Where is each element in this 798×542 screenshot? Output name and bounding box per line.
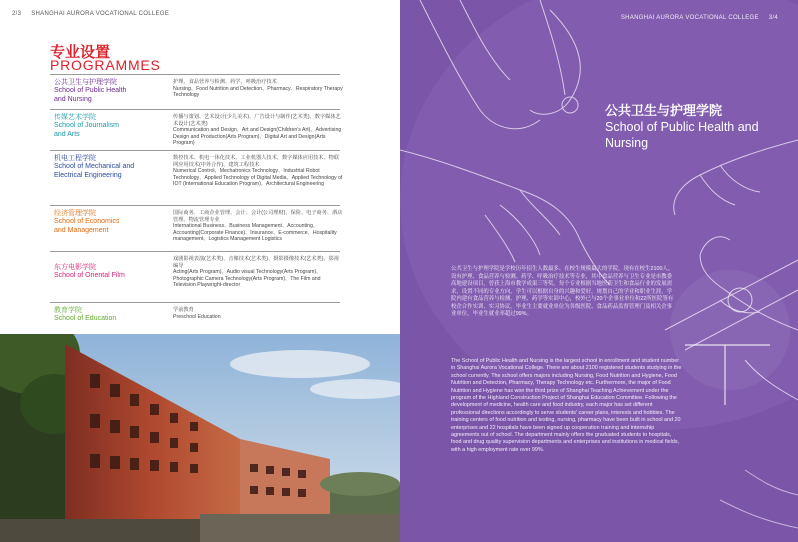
school-name-cn: 传媒艺术学院	[54, 114, 96, 121]
school-name-cn: 东方电影学院	[54, 264, 96, 271]
school-name	[54, 306, 166, 324]
school-majors	[173, 79, 343, 99]
programmes-title-cn: 专业设置	[50, 44, 111, 61]
school-name-en: School of Journalism and Arts	[54, 122, 119, 138]
majors-en: Numerical Control、Mechatronics Technology、Industrial Robot Technology、Applied Technology of Digital Media、Applied Technology of IOT (International Education Program)、Architectural Engineering	[173, 168, 343, 188]
left-college-name: SHANGHAI AURORA VOCATIONAL COLLEGE	[31, 11, 170, 17]
programmes-list	[50, 74, 343, 333]
programmes-title-en: PROGRAMMES	[50, 57, 161, 73]
left-page-header	[12, 11, 169, 17]
school-name-en: School of Mechanical and Electrical Engineering	[54, 163, 135, 179]
programme-row-mechanical	[50, 150, 343, 205]
school-title-cn: 公共卫生与护理学院	[605, 103, 723, 118]
programme-row-nursing	[50, 74, 343, 109]
school-name-cn: 机电工程学院	[54, 155, 96, 162]
school-name-en: School of Economics and Management	[54, 218, 120, 234]
left-page-number: 2/3	[12, 11, 22, 17]
school-name-cn: 教育学院	[54, 307, 82, 314]
campus-photo-illustration	[0, 334, 400, 542]
majors-cn: 国际商务、工商企业管理、会计、会计(公司理财)、保险、电子商务、酒店管理、物流管理专业	[173, 210, 343, 223]
majors-en: Acting(Arts Program)、Audio visual Technology(Arts Program)、Photographic Camera Technology(Arts Program)、The Film and Television Playwright-director	[173, 269, 322, 289]
programme-row-economics	[50, 205, 343, 251]
school-name	[54, 113, 166, 139]
majors-en: Preschool Education	[173, 313, 221, 320]
right-page-number: 3/4	[768, 15, 778, 21]
programme-row-education	[50, 302, 340, 333]
majors-cn: 戏剧影视表演(艺术类)、音像技术(艺术类)、摄影摄像技术(艺术类)、影视编导	[173, 256, 339, 269]
majors-cn: 数控技术、机电一体化技术、工业机器人技术、数字媒体应用技术、物联网应用技术(中外合作)、建筑工程技术	[173, 155, 340, 168]
majors-en: Nursing、Food Nutrition and Detection、Pharmacy、Respiratory Therapy Technology	[173, 85, 343, 99]
school-description-cn: 公共卫生与护理学院是学校历年招生人数最多、在校生规模最大的学院，现有在校生2100人。设有护理、食品营养与检测、药学、呼吸治疗技术等专业，其中食品营养与卫生专业是市教委高地建设项目，曾获上海市教学成果三等奖。每个专业根据当地医药卫生和食品行业的发展需求，设置不同的专业方向，学生可以根据自身的兴趣和爱好，规划自己的学业和职业生涯。学院内建有食品营养与检测、护理、药学等实训中心，校外已与20个企事业单位和22所医院签有校企合作实训、实习协议。毕业生主要就业单位为各级医院、食品药品监督管理门及相关企事业单位，毕业生就业率超过99%。	[451, 266, 674, 317]
school-majors	[173, 256, 343, 289]
majors-en: International Business、Business Management、Accounting、Accounting(Corporate Finance)、Insurance、E-commerce、Hospitality management、Logistics Management Logistics	[173, 223, 337, 243]
school-name-en: School of Education	[54, 315, 117, 322]
campus-photo	[0, 334, 400, 542]
majors-cn: 学前教育	[173, 307, 194, 313]
programme-row-journalism	[50, 109, 340, 150]
right-page	[400, 0, 798, 542]
school-majors	[173, 114, 343, 147]
right-college-name: SHANGHAI AURORA VOCATIONAL COLLEGE	[620, 15, 759, 21]
school-majors	[173, 155, 343, 188]
school-name	[54, 255, 166, 281]
majors-cn: 护理、食品营养与检测、药学、呼吸治疗技术	[173, 79, 277, 85]
school-name-cn: 经济管理学院	[54, 210, 96, 217]
school-title-en: School of Public Health and Nursing	[605, 120, 759, 150]
right-page-header	[621, 15, 778, 21]
school-name-cn: 公共卫生与护理学院	[54, 79, 117, 86]
school-description-en: The School of Public Health and Nursing is the largest school in enrollment and student number in Shanghai Aurora Vocational College. There are about 2100 registered students studying in the school currently. The school offers majors including Nursing, Food Nutrition and Hygiene, Food Nutrition and Detection, Pharmacy, Therapy Technology etc. Furthermore, the major of Food Nutrition and Hygiene has won the third prize of Shanghai Teaching Achievement under the program of the Highland Construction Project of Shanghai Education Committee. Following the development of medicine, health care and food industry, each major has set different professional directions accordingly to serve students' career plans, interests and hobbies. The training centers of food nutrition and testing, nursing, pharmacy have been built in school and 20 enterprises and 22 hospitals have been signed up cooperation training and internship agreements out of school. The department mainly offers the graduated students to hospitals, food and drug quality supervision departments and enterprises and institutions in medical fields, with a high employment rate over 99%.	[451, 358, 682, 453]
school-majors	[173, 307, 343, 320]
majors-en: Communication and Design、Art and Design(Children's Art)、Advertising Design and Production(Arts Program)、Digital Art and Design(Arts Program)	[173, 127, 342, 147]
majors-cn: 传播与策划、艺术设计(少儿美术)、广告设计与制作(艺术类)、数字媒体艺术设计(艺术类)	[173, 114, 341, 127]
school-name	[54, 78, 166, 104]
school-name-en: School of Public Health and Nursing	[54, 87, 127, 103]
programme-row-film	[50, 251, 340, 302]
school-name	[54, 209, 166, 235]
school-name-en: School of Oriental Film	[54, 272, 125, 279]
school-majors	[173, 210, 343, 243]
school-name	[54, 154, 166, 180]
